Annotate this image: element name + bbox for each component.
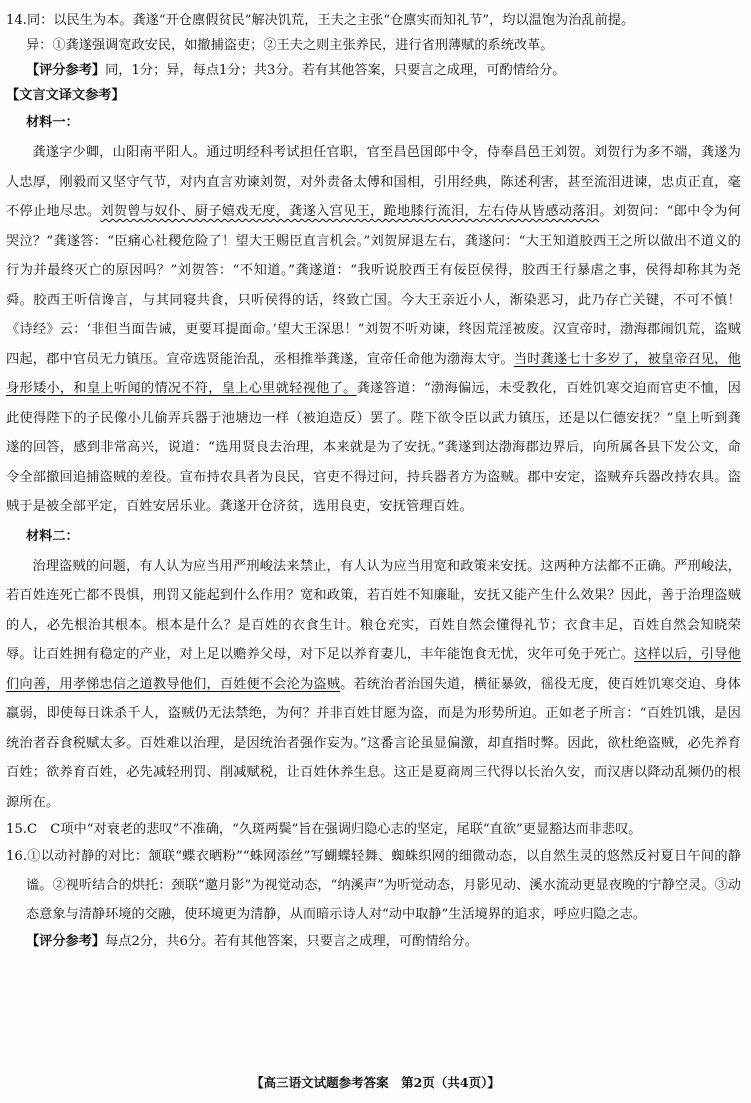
q16-scoring-note [6,929,741,954]
m1-text-1: 龚遂字少卿，山阳南平阳人。通过明经科考试担任官职，官至昌邑国郎中令，侍奉昌邑王刘贺。刘贺行为多不端，龚遂为人忠厚，刚毅而又坚守气节，对内直言劝谏刘贺，对外责备太傅和国相，引用经典，陈述利害，甚至流泪进谏，忠贞正直，毫不停止地尽忠。 [6,145,741,219]
scoring-text: 同，1分；异，每点1分；共3分。若有其他答案，只要言之成理，可酌情给分。 [105,63,566,78]
scoring-label: 【评分参考】 [26,934,106,949]
scoring-text: 每点2分，共6分。若有其他答案，只要言之成理，可酌情给分。 [105,934,478,949]
material-two-title: 材料二： [26,528,79,544]
page-footer: 【高三语文试题参考答案 第2页（共4页）】 [251,1075,500,1090]
m1-text-2: 。刘贺问：“郎中令为何哭泣？”龚遂答：“臣痛心社稷危险了！望大王赐臣直言机会。”刘贺屏退左右，龚遂问：“大王知道胶西王之所以做出不道义的行为并最终灭亡的原因吗？”刘贺答：“不知道。”龚遂道：“我听说胶西王有佞臣侯得，胶西王行暴虐之事，侯得却称其为尧舜。胶西王听信谗言，与其同寝共食，只听侯得的话，终致亡国。今大王亲近小人，渐染恶习，此乃存亡关键，不可不慎！《诗经》云：‘非但当面告诫，更要耳提面命。’望大王深思！”刘贺不听劝谏，终因荒淫被废。汉宣帝时，渤海郡闹饥荒，盗贼四起，郡中官员无力镇压。宣帝选贤能治乱，丞相推举龚遂，宣帝任命他为渤海太守。 [6,204,741,367]
material-one-title: 材料一： [26,115,79,130]
q15-answer: 15.C C项中“对衰老的悲叹”不准确，“久斑两鬓”旨在强调归隐心志的坚定，尾联“直欲”更显豁达而非悲叹。 [6,822,642,837]
material-two-translation [6,552,741,818]
m1-wavy-underlined-sentence: 刘贺曾与奴仆、厨子嬉戏无度，龚遂入宫见王，跪地膝行流泪，左右侍从皆感动落泪 [100,204,600,219]
translation-heading: 【文言文译文参考】 [6,88,125,103]
m2-underlined-sentence: 这样以后，引导他们向善，用孝悌忠信之道教导他们，百姓便不会沦为盗贼 [6,647,741,692]
material-one-translation [6,138,741,522]
q14-scoring-note [6,58,741,83]
q14-diff-answer: 异：①龚遂强调宽政安民，如撤捕盗吏；②王夫之则主张养民，进行省刑薄赋的系统改革。 [26,38,554,53]
m2-text-1: 治理盗贼的问题，有人认为应当用严刑峻法来禁止，有人认为应当用宽和政策来安抚。这两种方法都不正确。严刑峻法，若百姓连死亡都不畏惧，刑罚又能起到什么作用？宽和政策，若百姓不知廉耻，安抚又能产生什么效果？因此，善于治理盗贼的人，必先根治其根本。根本是什么？是百姓的衣食生计。粮仓充实，百姓自然会懂得礼节；衣食丰足，百姓自然会知晓荣辱。让百姓拥有稳定的产业，对上足以赡养父母，对下足以养育妻儿，丰年能饱食无忧，灾年可免于死亡。 [6,558,741,662]
q14-same-answer: 14.同：以民生为本。龚遂“开仓廪假贫民”解决饥荒，王夫之主张“仓廪实而知礼节”，均以温饱为治乱前提。 [6,13,635,28]
m1-underlined-sentence: 当时龚遂七十多岁了，被皇帝召见，他身形矮小，和皇上听闻的情况不符，皇上心里就轻视他了。 [6,351,741,396]
m2-text-2: 。若统治者治国失道，横征暴敛，徭役无度，使百姓饥寒交迫、身体羸弱，即使每日诛杀千人，盗贼仍无法禁绝，为何？并非百姓甘愿为盗，而是为形势所迫。正如老子所言：“百姓饥饿，是因统治者吞食税赋太多。百姓难以治理，是因统治者强作妄为。”这番言论虽显偏激，却直指时弊。因此，欲杜绝盗贼，必先养育百姓；欲养育百姓，必先减轻刑罚、削减赋税，让百姓休养生息。这正是夏商周三代得以长治久安，而汉唐以降动乱频仍的根源所在。 [6,676,742,810]
m1-text-3: 龚遂答道：“渤海偏远，未受教化，百姓饥寒交迫而官吏不恤，因此使得陛下的子民像小儿偷弄兵器于池塘边一样（被迫造反）罢了。陛下欲令臣以武力镇压，还是以仁德安抚？”皇上听到龚遂的回答，感到非常高兴，说道：“选用贤良去治理，本来就是为了安抚。”龚遂到达渤海郡边界后，向所属各县下发公文，命令全部撤回追捕盗贼的差役。宣布持农具者为良民，官吏不得过问，持兵器者方为盗贼。郡中安定，盗贼弃兵器改持农具。盗贼于是被全部平定，百姓安居乐业。龚遂开仓济贫，选用良吏，安抚管理百姓。 [6,381,742,514]
q16-answer: 16.①以动衬静的对比：颔联“蝶衣晒粉”“蛛网添丝”写蝴蝶轻舞、蜘蛛织网的细微动态，以自然生灵的悠然反衬夏日午间的静谧。②视听结合的烘托：颈联“邀月影”为视觉动态，“纳溪声”为听觉动态，月影见动、溪水流动更显夜晚的宁静空灵。③动态意象与清静环境的交融，使环境更为清静，从而暗示诗人对“动中取静”生活境界的追求，呼应归隐之志。 [6,849,741,922]
scoring-label: 【评分参考】 [26,63,106,78]
